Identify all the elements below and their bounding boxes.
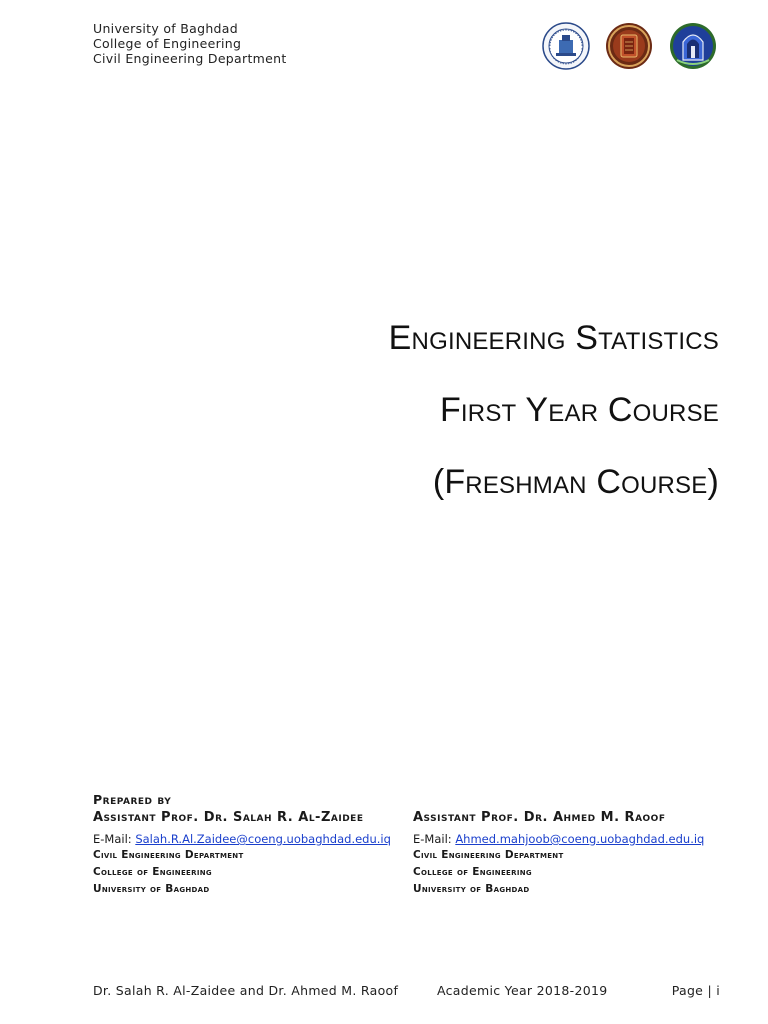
- logo-strip: [542, 22, 722, 70]
- document-titles: [389, 302, 719, 518]
- title-line-2: First Year Course: [439, 391, 719, 429]
- prepared-by-label: Prepared by: [93, 792, 172, 807]
- title-line-3: (Freshman Course): [432, 463, 719, 501]
- footer-academic-year: Academic Year 2018-2019: [437, 983, 608, 998]
- author-university: University of Baghdad: [93, 883, 210, 895]
- email-label: E-Mail:: [93, 832, 132, 846]
- header-college: College of Engineering: [93, 36, 242, 51]
- email-link[interactable]: Salah.R.Al.Zaidee@coeng.uobaghdad.edu.iq: [135, 832, 391, 846]
- author-name: Assistant Prof. Dr. Ahmed M. Raoof: [413, 810, 666, 825]
- title-line-1: Engineering Statistics: [388, 319, 719, 357]
- header-university: University of Baghdad: [93, 21, 238, 36]
- email-label: E-Mail:: [413, 832, 452, 846]
- author-block-2: [413, 809, 743, 898]
- author-university: University of Baghdad: [413, 883, 530, 895]
- university-of-baghdad-seal-icon: [542, 22, 590, 70]
- department-emblem-icon: [669, 22, 717, 70]
- email-row: [413, 831, 743, 847]
- email-link[interactable]: Ahmed.mahjoob@coeng.uobaghdad.edu.iq: [455, 832, 705, 846]
- header-department: Civil Engineering Department: [93, 51, 287, 66]
- college-emblem-icon: [605, 22, 653, 70]
- author-college: College of Engineering: [413, 866, 532, 878]
- author-department: Civil Engineering Department: [93, 849, 244, 861]
- email-row: [93, 831, 423, 847]
- document-header: [93, 21, 287, 66]
- footer-page-number: Page | i: [671, 983, 720, 998]
- author-department: Civil Engineering Department: [413, 849, 564, 861]
- author-block-1: [93, 809, 423, 898]
- footer-authors: Dr. Salah R. Al-Zaidee and Dr. Ahmed M. Raoof: [93, 983, 399, 998]
- author-college: College of Engineering: [93, 866, 212, 878]
- author-name: Assistant Prof. Dr. Salah R. Al-Zaidee: [93, 810, 364, 825]
